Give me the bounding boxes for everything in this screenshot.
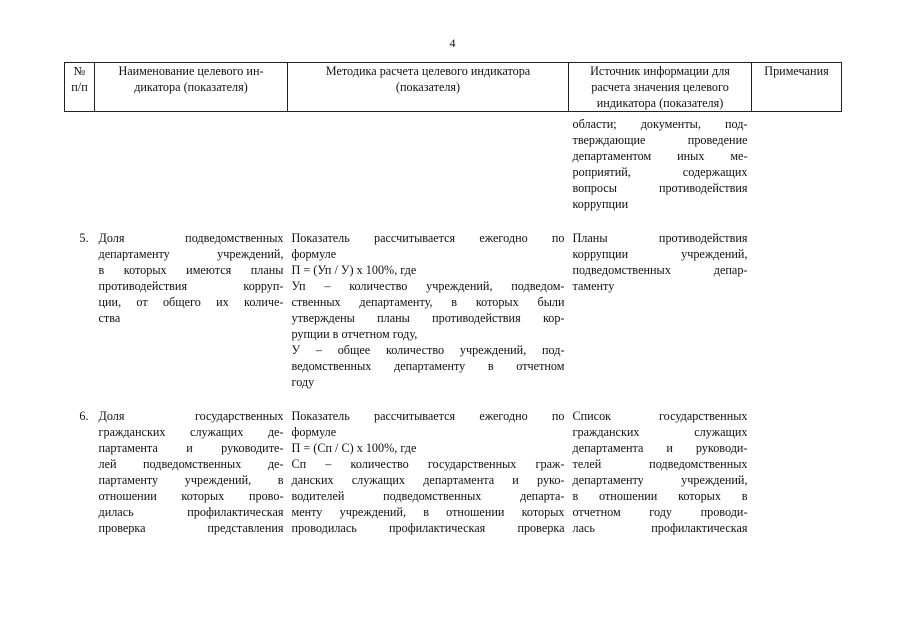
text-line: Планы противодействия	[572, 231, 748, 245]
text-line: Показатель рассчитывается ежегодно по	[291, 409, 565, 423]
text-line: подведомственных депар-	[572, 263, 748, 277]
header-note: Примечания	[752, 63, 842, 112]
text-line: проверка представления	[98, 521, 284, 535]
text-line: ственных департаменту, в которых были	[291, 295, 565, 309]
text-line: лась профилактическая	[572, 521, 748, 535]
text-line: Доля подведомственных	[98, 231, 284, 245]
text-line: тверждающие проведение	[572, 133, 748, 147]
indicators-table	[64, 62, 842, 536]
text-line: таменту	[572, 279, 615, 293]
carry-over-source	[569, 112, 752, 213]
text-line: дилась профилактическая	[98, 505, 284, 519]
text-line: проводилась профилактическая проверка	[291, 521, 565, 535]
formula: П = (Сп / С) x 100%, где	[291, 441, 417, 455]
header-method	[288, 63, 569, 112]
row-name	[95, 408, 288, 536]
text-line: отчетном году проводи-	[572, 505, 748, 519]
header-method-line: (показателя)	[395, 80, 461, 94]
text-line: гражданских служащих	[572, 425, 748, 439]
text-line: гражданских служащих де-	[98, 425, 284, 439]
text-line: в отношении которых в	[572, 489, 748, 503]
row-number: 5.	[79, 231, 89, 245]
text-line: Доля государственных	[98, 409, 284, 423]
text-line: формуле	[291, 247, 337, 261]
row-number: 6.	[79, 409, 89, 423]
header-source-line: расчета значения целевого	[591, 80, 729, 94]
header-source-line: Источник информации для	[590, 64, 730, 78]
text-line: году	[291, 375, 315, 389]
row-source	[569, 408, 752, 536]
text-line: партамента и руководите-	[98, 441, 284, 455]
header-name-line: дикатора (показателя)	[134, 80, 248, 94]
header-source-line: индикатора (показателя)	[596, 96, 724, 110]
text-line: ведомственных департаменту в отчетном	[291, 359, 565, 373]
header-num-line: №	[73, 64, 86, 78]
text-line: ства	[98, 311, 121, 325]
text-line: Список государственных	[572, 409, 748, 423]
text-line: партаменту учреждений, в	[98, 473, 284, 487]
page-number: 4	[449, 36, 456, 50]
text-line: Уп – количество учреждений, подведом-	[291, 279, 565, 293]
header-num	[65, 63, 95, 112]
table-row	[65, 230, 842, 390]
row-method	[288, 230, 569, 390]
text-line: коррупции	[572, 197, 629, 211]
text-line: в которых имеются планы	[98, 263, 284, 277]
text-line: формуле	[291, 425, 337, 439]
header-source	[569, 63, 752, 112]
text-line: департамента и руководи-	[572, 441, 748, 455]
header-name	[95, 63, 288, 112]
header-method-line: Методика расчета целевого индикатора	[325, 64, 531, 78]
formula: П = (Уп / У) x 100%, где	[291, 263, 417, 277]
row-source	[569, 230, 752, 390]
text-line: области; документы, под-	[572, 117, 748, 131]
carry-over-row	[65, 112, 842, 213]
table-row	[65, 408, 842, 536]
text-line: Сп – количество государственных граж-	[291, 457, 565, 471]
text-line: Показатель рассчитывается ежегодно по	[291, 231, 565, 245]
text-line: отношении которых прово-	[98, 489, 284, 503]
text-line: водителей подведомственных департа-	[291, 489, 565, 503]
row-note	[752, 230, 842, 390]
header-name-line: Наименование целевого ин-	[118, 64, 264, 78]
header-num-line: п/п	[71, 80, 88, 94]
text-line: лей подведомственных де-	[98, 457, 284, 471]
table-header-row	[65, 63, 842, 112]
text-line: утверждены планы противодействия кор-	[291, 311, 565, 325]
text-line: вопросы противодействия	[572, 181, 748, 195]
text-line: противодействия корруп-	[98, 279, 284, 293]
text-line: ции, от общего их количе-	[98, 295, 284, 309]
text-line: департаменту учреждений,	[98, 247, 284, 261]
row-note	[752, 408, 842, 536]
text-line: менту учреждений, в отношении которых	[291, 505, 565, 519]
text-line: коррупции учреждений,	[572, 247, 748, 261]
text-line: телей подведомственных	[572, 457, 748, 471]
text-line: У – общее количество учреждений, под-	[291, 343, 565, 357]
text-line: рупции в отчетном году,	[291, 327, 418, 341]
row-method	[288, 408, 569, 536]
text-line: данских служащих департамента и руко-	[291, 473, 565, 487]
text-line: департаментом иных ме-	[572, 149, 748, 163]
text-line: роприятий, содержащих	[572, 165, 748, 179]
row-name	[95, 230, 288, 390]
text-line: департаменту учреждений,	[572, 473, 748, 487]
